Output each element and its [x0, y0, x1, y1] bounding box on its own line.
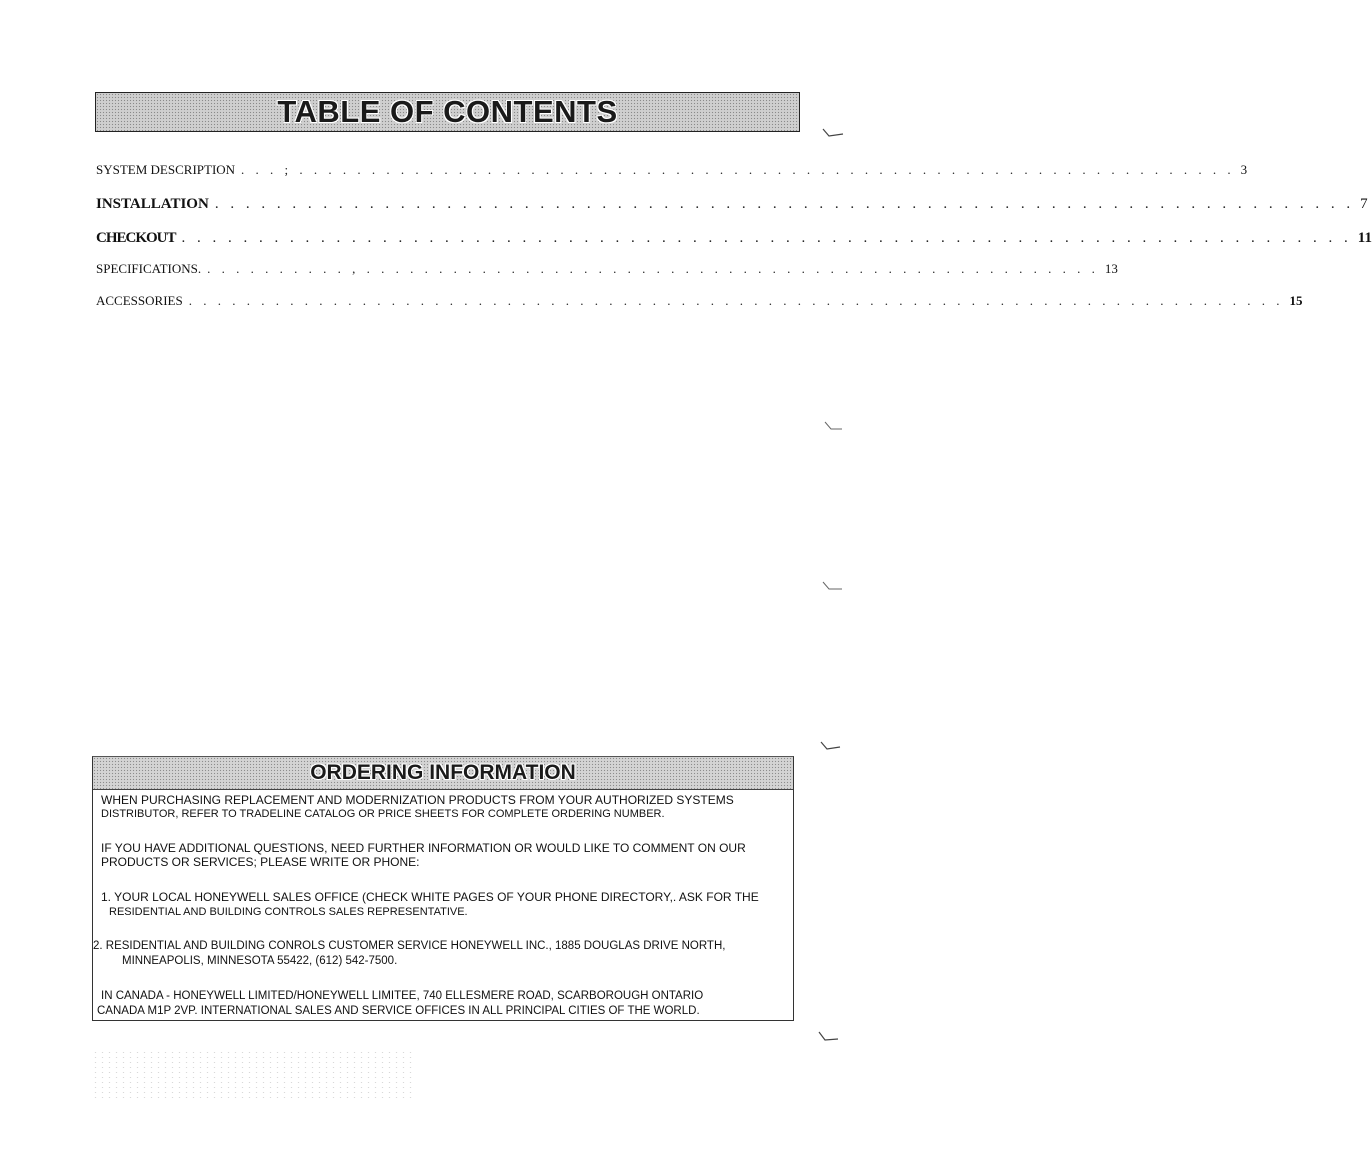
toc-entry-checkout: [96, 230, 1372, 247]
check-mark-icon: [822, 580, 844, 592]
toc-title: TABLE OF CONTENTS: [277, 94, 618, 129]
toc-dot-leader: . . . . . . . . . . . . . . . . . . . . . . . . . . . . . . . . . . . . . . . . . . . . . . . . . . . . . . . . . . . . . . . . . . . . . . . . . . . .: [181, 230, 1352, 246]
toc-entry-label: CHECKOUT: [96, 230, 176, 246]
ordering-line: IF YOU HAVE ADDITIONAL QUESTIONS, NEED FURTHER INFORMATION OR WOULD LIKE TO COMMENT ON OUR: [101, 841, 746, 855]
toc-page-number: 15: [1289, 293, 1303, 308]
toc-dot-leader: . . . ; . . . . . . . . . . . . . . . . . . . . . . . . . . . . . . . . . . . . . . . . . . . . . . . . . . . . . . . . . . . . . . . . .: [241, 162, 1235, 177]
check-mark-icon: [820, 740, 842, 752]
ordering-line: PRODUCTS OR SERVICES; PLEASE WRITE OR PHONE:: [101, 855, 420, 869]
ordering-line: DISTRIBUTOR, REFER TO TRADELINE CATALOG OR PRICE SHEETS FOR COMPLETE ORDERING NUMBER.: [101, 808, 665, 820]
toc-page-number: 7: [1360, 196, 1368, 212]
toc-entry-accessories: [96, 293, 1303, 309]
toc-page-number: 13: [1104, 261, 1118, 276]
toc-entry-label: ACCESSORIES: [96, 293, 183, 308]
toc-entry-specifications: [96, 261, 1118, 277]
ordering-line: MINNEAPOLIS, MINNESOTA 55422, (612) 542-7500.: [122, 955, 398, 967]
ordering-title: ORDERING INFORMATION: [310, 761, 576, 784]
check-mark-icon: [818, 1030, 840, 1042]
ordering-line: RESIDENTIAL AND BUILDING CONTROLS SALES REPRESENTATIVE.: [109, 906, 468, 918]
toc-page-number: 3: [1240, 162, 1248, 177]
toc-entry-label: INSTALLATION: [96, 196, 209, 212]
toc-page-number: 11: [1357, 230, 1372, 246]
check-mark-icon: [824, 420, 846, 432]
ordering-line: WHEN PURCHASING REPLACEMENT AND MODERNIZATION PRODUCTS FROM YOUR AUTHORIZED SYSTEMS: [101, 793, 734, 807]
toc-dot-leader: . . . . . . . . . . , . . . . . . . . . . . . . . . . . . . . . . . . . . . . . . . . . . . . . . . . . . . . . . . . . . .: [207, 261, 1099, 276]
ordering-line: CANADA M1P 2VP. INTERNATIONAL SALES AND SERVICE OFFICES IN ALL PRINCIPAL CITIES OF THE WORLD.: [97, 1005, 700, 1017]
ordering-line: 1. YOUR LOCAL HONEYWELL SALES OFFICE (CHECK WHITE PAGES OF YOUR PHONE DIRECTORY,. ASK FOR THE: [101, 890, 759, 904]
toc-entry-label: SYSTEM DESCRIPTION: [96, 162, 236, 177]
check-mark-icon: [822, 126, 844, 138]
ordering-line: 2. RESIDENTIAL AND BUILDING CONROLS CUSTOMER SERVICE HONEYWELL INC., 1885 DOUGLAS DRIVE NORTH,: [93, 940, 726, 952]
toc-header-bar: [95, 92, 800, 132]
toc-entry-system-description: [96, 162, 1248, 178]
toc-dot-leader: . . . . . . . . . . . . . . . . . . . . . . . . . . . . . . . . . . . . . . . . . . . . . . . . . . . . . . . . . . . . . . . . . . . . . . . . . . . .: [188, 293, 1284, 308]
ordering-line: IN CANADA - HONEYWELL LIMITED/HONEYWELL LIMITEE, 740 ELLESMERE ROAD, SCARBOROUGH ONTARIO: [101, 990, 704, 1002]
scan-noise: [92, 1050, 412, 1100]
toc-dot-leader: . . . . . . . . . . . . . . . . . . . . . . . . . . . . . . . . . . . . . . . . . . . . . . . . . . . . . . . . . . . . . . . . . . . . . . . . . .: [214, 196, 1355, 212]
ordering-information-box: [92, 756, 794, 1021]
ordering-header-bar: [93, 757, 793, 790]
toc-entry-installation: [96, 196, 1368, 213]
toc-entry-label: SPECIFICATIONS.: [96, 261, 202, 276]
